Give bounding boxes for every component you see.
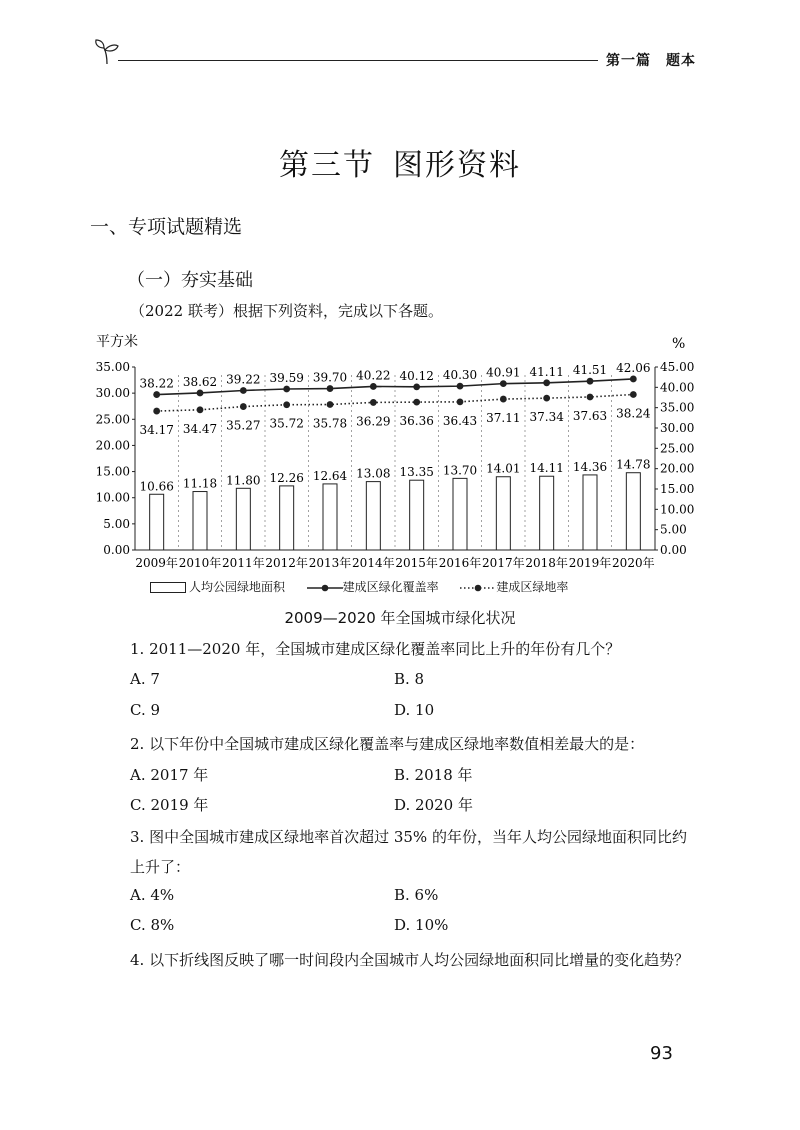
coverage-point-2014年 [370,383,377,390]
q2-option-c[interactable]: C. 2019 年 [130,796,209,814]
coverage-point-2018年 [543,379,550,386]
green-rate-point-2018年 [543,395,550,402]
bar-2016年 [453,478,467,550]
x-tick-label: 2017年 [482,556,525,570]
right-tick-label: 5.00 [660,522,687,537]
coverage-point-2015年 [413,383,420,390]
bar-value-label: 11.80 [226,473,261,488]
question-3-text: 3. 图中全国城市建成区绿地率首次超过 35% 的年份，当年人均公园绿地面积同比约上升了： [130,828,687,876]
bar-2017年 [496,477,510,550]
coverage-value-label: 38.22 [139,376,174,391]
coverage-value-label: 40.12 [399,368,434,383]
x-tick-label: 2014年 [352,556,395,570]
coverage-value-label: 39.59 [269,371,304,386]
coverage-value-label: 42.06 [616,360,651,375]
legend-solid-line-icon [307,583,343,593]
chart-title: 2009—2020 年全国城市绿化状况 [284,609,516,627]
coverage-point-2013年 [327,385,334,392]
bar-value-label: 12.26 [269,470,304,485]
green-rate-point-2013年 [327,401,334,408]
x-tick-label: 2011年 [222,556,265,570]
legend-dotted-line-icon [460,583,496,593]
q3-option-c[interactable]: C. 8% [130,916,175,934]
green-rate-point-2009年 [153,408,160,415]
x-tick-label: 2010年 [178,556,222,570]
right-axis-label: % [672,336,686,352]
chart-legend [150,578,568,595]
bar-2009年 [150,494,164,550]
bar-value-label: 14.78 [616,457,651,472]
left-tick-label: 5.00 [103,516,130,531]
coverage-point-2011年 [240,387,247,394]
bar-2019年 [583,475,597,550]
coverage-value-label: 40.91 [486,365,521,380]
green-rate-point-2014年 [370,399,377,406]
coverage-point-2017年 [500,380,507,387]
green-rate-value-label: 34.47 [182,421,218,436]
coverage-value-label: 39.22 [226,372,261,387]
right-tick-label: 40.00 [660,380,695,395]
x-tick-label: 2013年 [308,556,352,570]
green-rate-point-2010年 [197,406,204,413]
x-tick-label: 2019年 [568,556,612,570]
right-tick-label: 20.00 [660,461,695,476]
title-part1: 第三节 [279,148,375,183]
question-1-text: 1. 2011—2020 年，全国城市建成区绿化覆盖率同比上升的年份有几个？ [130,640,621,658]
right-tick-label: 15.00 [660,482,695,496]
right-tick-label: 10.00 [660,502,695,517]
q3-option-a[interactable]: A. 4% [130,886,175,904]
left-tick-label: 20.00 [95,438,130,453]
bar-2014年 [366,482,380,550]
green-rate-point-2011年 [240,403,247,410]
legend-bar-swatch [150,582,186,593]
greening-chart [90,330,730,580]
green-rate-value-label: 37.34 [529,410,564,425]
bar-2013年 [323,484,337,550]
question-2 [130,731,695,757]
page-title [0,140,800,184]
green-rate-point-2019年 [587,394,594,401]
legend-dotted-line-label: 建成区绿地率 [496,580,569,594]
coverage-value-label: 38.62 [182,374,218,389]
question-1 [130,636,695,662]
legend-solid-line-label: 建成区绿化覆盖率 [342,580,439,594]
x-tick-label: 2009年 [135,556,178,570]
left-tick-label: 25.00 [95,412,130,427]
green-rate-value-label: 37.63 [572,408,608,423]
q2-option-a[interactable]: A. 2017 年 [130,766,209,784]
bar-value-label: 14.01 [486,461,521,476]
green-rate-value-label: 38.24 [616,406,651,421]
x-tick-label: 2020年 [612,556,655,570]
coverage-point-2009年 [153,391,160,398]
q1-option-d[interactable]: D. 10 [394,701,435,719]
green-rate-value-label: 35.27 [226,418,261,433]
left-tick-label: 0.00 [103,543,130,557]
left-tick-label: 35.00 [95,360,130,374]
question-4-text: 4. 以下折线图反映了哪一时间段内全国城市人均公园绿地面积同比增量的变化趋势？ [130,951,690,969]
bar-value-label: 12.64 [312,468,348,483]
x-tick-label: 2018年 [525,556,568,570]
legend-bar-label: 人均公园绿地面积 [189,580,286,594]
q3-option-b[interactable]: B. 6% [394,886,439,904]
coverage-value-label: 39.70 [312,370,348,385]
x-tick-label: 2012年 [265,556,308,570]
left-tick-label: 30.00 [95,386,130,401]
bar-value-label: 13.35 [399,465,434,480]
bar-value-label: 11.18 [182,476,218,491]
leaf-logo-icon [92,38,122,70]
green-rate-value-label: 36.36 [399,414,434,429]
green-rate-value-label: 35.78 [312,416,348,431]
header-rule [118,60,598,61]
bar-value-label: 14.36 [572,459,608,474]
title-part2: 图形资料 [393,148,521,183]
bar-2011年 [236,488,250,550]
left-tick-label: 10.00 [95,490,130,505]
coverage-point-2019年 [587,378,594,385]
q1-option-c[interactable]: C. 9 [130,701,161,719]
x-tick-label: 2016年 [438,556,482,570]
green-rate-point-2012年 [283,401,290,408]
bar-2010年 [193,492,207,550]
green-rate-point-2015年 [413,399,420,406]
q2-option-d[interactable]: D. 2020 年 [394,796,473,814]
green-rate-point-2016年 [457,398,464,405]
subsection-heading: （一）夯实基础 [127,270,253,291]
coverage-point-2010年 [197,390,204,397]
bar-2020年 [626,473,640,550]
right-tick-label: 35.00 [660,400,695,415]
intro-text: （2022 联考）根据下列资料，完成以下各题。 [130,302,443,320]
green-rate-value-label: 36.43 [442,413,478,428]
green-rate-value-label: 37.11 [486,411,521,426]
bar-value-label: 14.11 [529,461,564,476]
section-heading: 一、专项试题精选 [90,216,243,238]
q1-option-a[interactable]: A. 7 [130,670,160,688]
coverage-point-2020年 [630,376,637,383]
q2-option-b[interactable]: B. 2018 年 [394,766,473,784]
left-axis-label: 平方米 [96,334,138,350]
green-rate-point-2017年 [500,396,507,403]
bar-value-label: 10.66 [139,479,174,494]
coverage-value-label: 41.11 [529,364,564,379]
green-rate-point-2020年 [630,391,637,398]
question-2-text: 2. 以下年份中全国城市建成区绿化覆盖率与建成区绿地率数值相差最大的是： [130,735,645,753]
coverage-point-2012年 [283,386,290,393]
right-tick-label: 25.00 [660,441,695,456]
green-rate-value-label: 36.29 [356,414,391,429]
x-tick-label: 2015年 [395,556,438,570]
bar-2015年 [410,480,424,550]
page-number: 93 [650,1043,673,1064]
coverage-point-2016年 [457,383,464,390]
header-section-label: 第一篇 题本 [606,53,696,69]
green-rate-value-label: 34.17 [139,423,174,438]
q3-option-d[interactable]: D. 10% [394,916,449,934]
right-tick-label: 0.00 [660,543,687,557]
right-tick-label: 30.00 [660,421,695,435]
bar-2012年 [280,486,294,550]
coverage-value-label: 40.22 [356,368,391,383]
green-rate-value-label: 35.72 [269,416,304,431]
bar-2018年 [540,476,554,550]
q1-option-b[interactable]: B. 8 [394,670,425,688]
coverage-value-label: 41.51 [572,363,608,378]
bar-value-label: 13.08 [356,466,391,481]
coverage-value-label: 40.30 [442,368,478,383]
question-3 [130,822,695,882]
question-4 [130,945,695,975]
left-tick-label: 15.00 [95,464,130,479]
bar-value-label: 13.70 [442,463,478,478]
right-tick-label: 45.00 [660,360,695,374]
